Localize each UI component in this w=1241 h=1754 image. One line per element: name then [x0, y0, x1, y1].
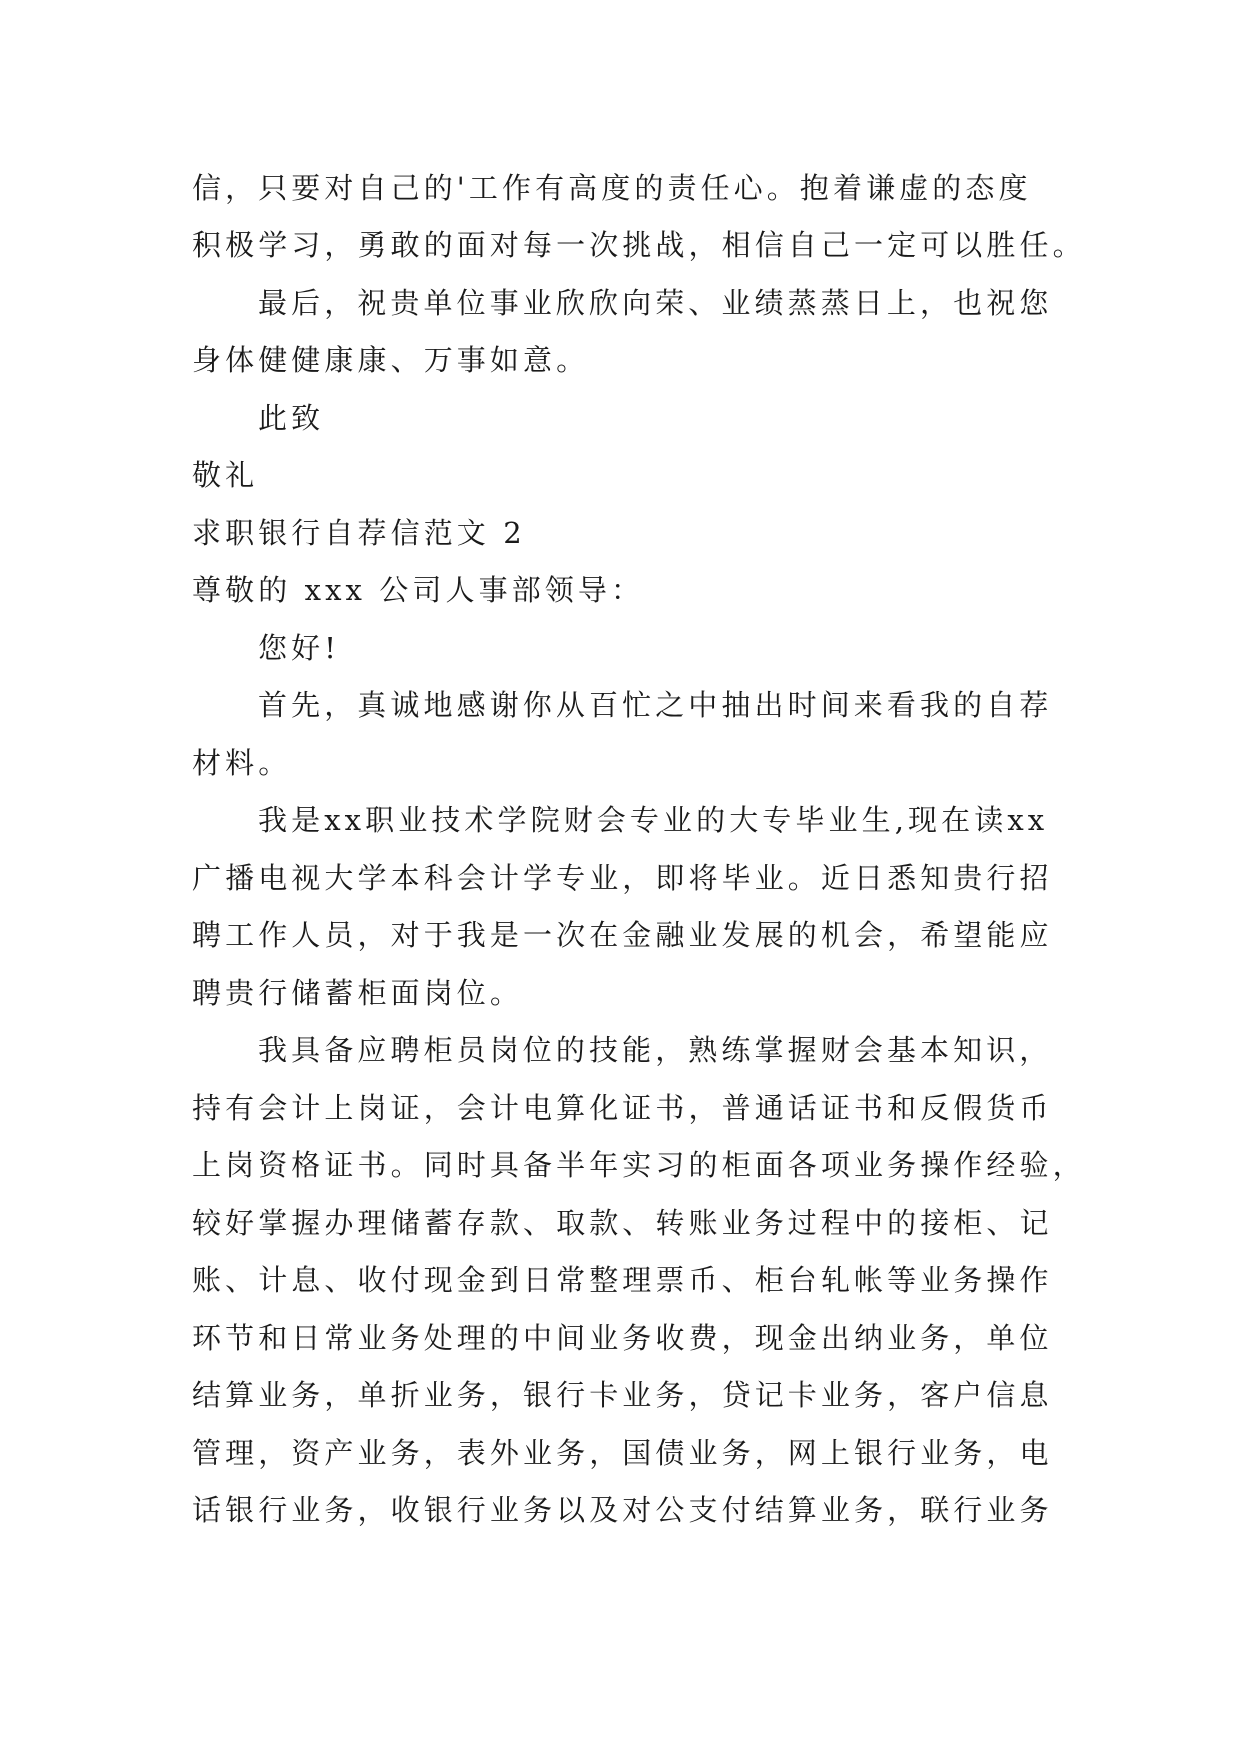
paragraph-line: 广播电视大学本科会计学专业，即将毕业。近日悉知贵行招: [192, 861, 1053, 895]
paragraph-line: 上岗资格证书。同时具备半年实习的柜面各项业务操作经验，: [192, 1148, 1086, 1182]
paragraph-line: 我是xx职业技术学院财会专业的大专毕业生,现在读xx: [258, 803, 1049, 837]
paragraph-line: 信，只要对自己的'工作有高度的责任心。抱着谦虚的态度: [192, 171, 1032, 205]
section-title: 求职银行自荐信范文 2: [192, 516, 526, 550]
paragraph-line: 首先，真诚地感谢你从百忙之中抽出时间来看我的自荐: [258, 688, 1053, 722]
paragraph-line: 环节和日常业务处理的中间业务收费，现金出纳业务，单位: [192, 1321, 1053, 1355]
paragraph-line: 身体健健康康、万事如意。: [192, 343, 590, 377]
paragraph-line: 账、计息、收付现金到日常整理票币、柜台轧帐等业务操作: [192, 1263, 1053, 1297]
greeting: 您好!: [258, 631, 340, 665]
paragraph-line: 持有会计上岗证，会计电算化证书，普通话证书和反假货币: [192, 1091, 1053, 1125]
paragraph-line: 结算业务，单折业务，银行卡业务，贷记卡业务，客户信息: [192, 1378, 1053, 1412]
paragraph-line: 聘贵行储蓄柜面岗位。: [192, 976, 524, 1010]
closing-line: 此致: [258, 401, 325, 435]
paragraph-line: 较好掌握办理储蓄存款、取款、转账业务过程中的接柜、记: [192, 1206, 1053, 1240]
salutation: 尊敬的 xxx 公司人事部领导：: [192, 573, 645, 607]
closing-line: 敬礼: [192, 458, 259, 492]
paragraph-line: 最后，祝贵单位事业欣欣向荣、业绩蒸蒸日上，也祝您: [258, 286, 1053, 320]
paragraph-line: 积极学习，勇敢的面对每一次挑战，相信自己一定可以胜任。: [192, 228, 1086, 262]
paragraph-line: 聘工作人员，对于我是一次在金融业发展的机会，希望能应: [192, 918, 1053, 952]
paragraph-line: 材料。: [192, 746, 292, 780]
paragraph-line: 管理，资产业务，表外业务，国债业务，网上银行业务，电: [192, 1436, 1053, 1470]
paragraph-line: 我具备应聘柜员岗位的技能，熟练掌握财会基本知识，: [258, 1033, 1053, 1067]
paragraph-line: 话银行业务，收银行业务以及对公支付结算业务，联行业务: [192, 1493, 1053, 1527]
